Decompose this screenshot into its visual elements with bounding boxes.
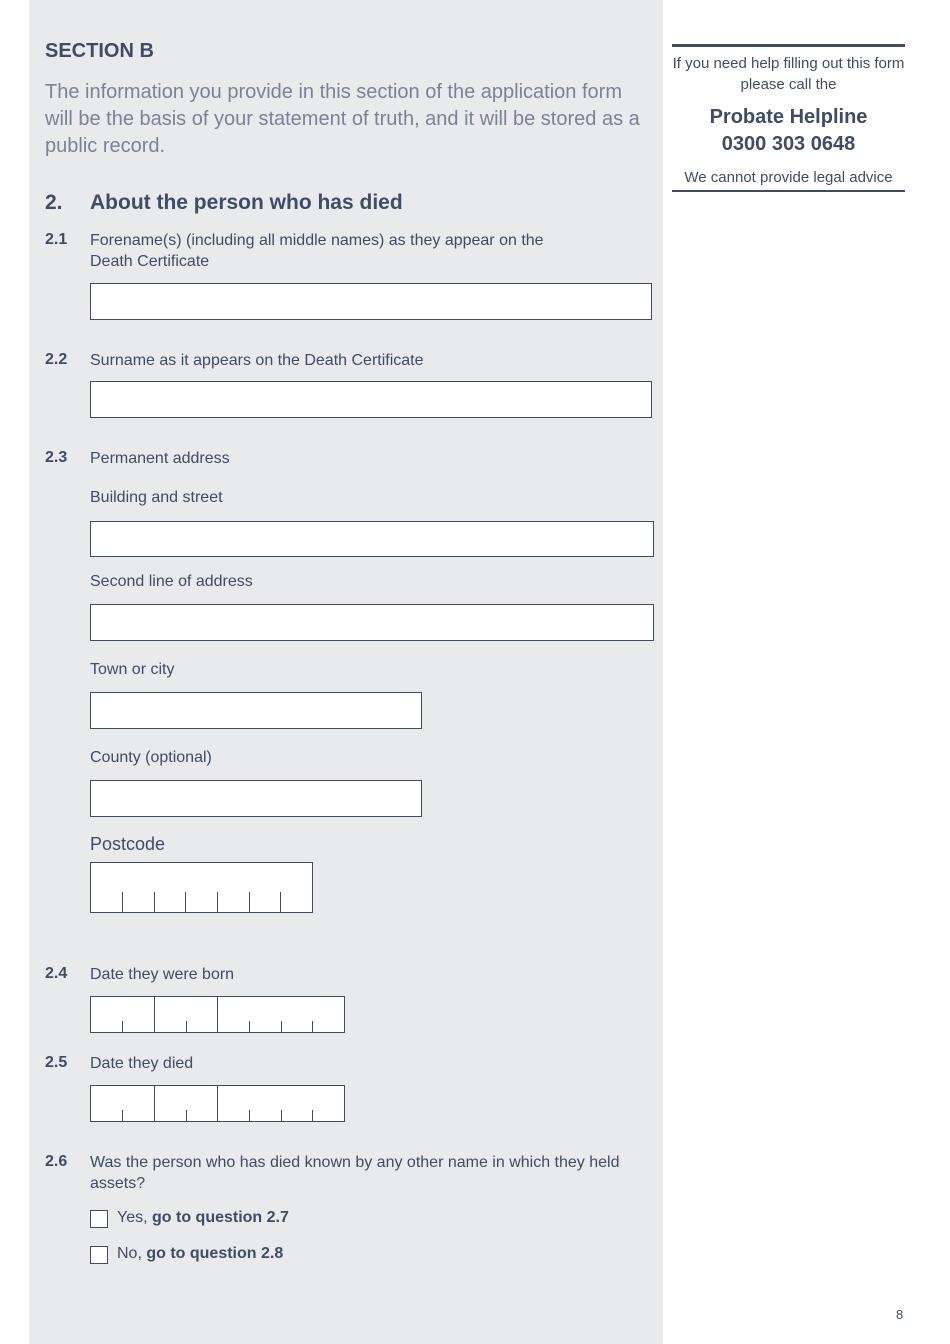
yes-option-label: Yes, go to question 2.7 <box>117 1209 289 1226</box>
question-2-6-number: 2.6 <box>45 1153 68 1170</box>
second-line-field[interactable] <box>90 604 654 641</box>
forename-label: Forename(s) (including all middle names) as they appear on the Death Certificate <box>90 232 544 270</box>
page-number: 8 <box>896 1307 904 1322</box>
date-died-field[interactable] <box>90 1085 345 1122</box>
county-label: County (optional) <box>90 749 212 766</box>
helpline-name: Probate Helpline <box>709 106 868 128</box>
question-2-number: 2. <box>45 191 63 214</box>
question-2-3-number: 2.3 <box>45 449 68 466</box>
date-born-field[interactable] <box>90 996 345 1033</box>
question-2-5-number: 2.5 <box>45 1054 68 1071</box>
county-field[interactable] <box>90 780 422 817</box>
question-2-4-number: 2.4 <box>45 965 68 982</box>
question-2-title: About the person who has died <box>90 191 403 214</box>
yes-checkbox[interactable] <box>90 1210 108 1228</box>
question-2-1-number: 2.1 <box>45 231 68 248</box>
postcode-label: Postcode <box>90 834 166 854</box>
town-field[interactable] <box>90 692 422 729</box>
surname-field[interactable] <box>90 381 652 418</box>
section-intro: The information you provide in this section of the application form will be the basis of your statement of truth, and it will be stored as a public record. <box>45 81 640 157</box>
surname-label: Surname as it appears on the Death Certificate <box>90 352 424 369</box>
other-name-label: Was the person who has died known by any other name in which they held assets? <box>90 1154 620 1192</box>
helpline-box <box>672 44 905 192</box>
address-label: Permanent address <box>90 450 230 467</box>
question-2-2-number: 2.2 <box>45 351 68 368</box>
date-died-label: Date they died <box>90 1055 194 1072</box>
building-street-label: Building and street <box>90 489 223 506</box>
section-title: SECTION B <box>45 40 154 62</box>
no-option-label: No, go to question 2.8 <box>117 1245 284 1262</box>
second-line-label: Second line of address <box>90 573 253 590</box>
forename-field[interactable] <box>90 283 652 320</box>
town-label: Town or city <box>90 661 175 678</box>
help-text: If you need help filling out this form please call the <box>672 55 905 93</box>
legal-advice-disclaimer: We cannot provide legal advice <box>684 169 893 186</box>
postcode-field[interactable] <box>90 862 313 913</box>
building-street-field[interactable] <box>90 521 654 557</box>
date-born-label: Date they were born <box>90 966 235 983</box>
no-checkbox[interactable] <box>90 1246 108 1264</box>
helpline-number: 0300 303 0648 <box>721 133 856 155</box>
